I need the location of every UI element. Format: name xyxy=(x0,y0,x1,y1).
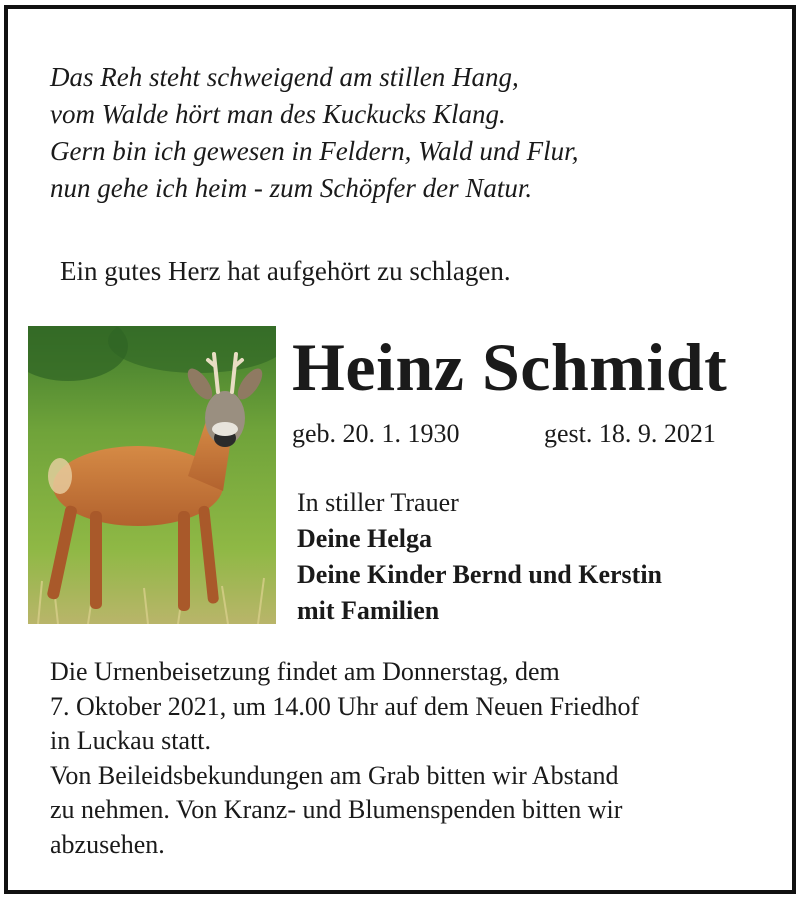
roe-deer-photo xyxy=(28,326,276,624)
mourner-families: mit Familien xyxy=(297,596,440,625)
funeral-notice xyxy=(50,655,639,862)
mourners xyxy=(297,485,662,629)
poem xyxy=(50,59,578,207)
mourner-children: Deine Kinder Bernd und Kerstin xyxy=(297,560,663,589)
mourner-spouse: Deine Helga xyxy=(297,524,433,553)
intro-text: Ein gutes Herz hat aufgehört zu schlagen. xyxy=(60,256,511,286)
deceased-name: Heinz Schmidt xyxy=(292,329,728,405)
notice-line: zu nehmen. Von Kranz- und Blumenspenden bitten wir xyxy=(50,795,623,824)
poem-line: Gern bin ich gewesen in Feldern, Wald und Flur, xyxy=(50,136,579,166)
notice-line: abzusehen. xyxy=(50,829,165,859)
notice-line: Die Urnenbeisetzung findet am Donnerstag, dem xyxy=(50,657,560,686)
mourning-line: In stiller Trauer xyxy=(297,488,459,517)
obituary-frame xyxy=(4,5,796,894)
poem-line: nun gehe ich heim - zum Schöpfer der Natur. xyxy=(50,173,533,203)
poem-line: vom Walde hört man des Kuckucks Klang. xyxy=(50,99,506,129)
life-dates xyxy=(292,417,716,451)
birth-date: geb. 20. 1. 1930 xyxy=(292,419,460,448)
notice-line: Von Beileidsbekundungen am Grab bitten wir Abstand xyxy=(50,760,619,790)
death-date: gest. 18. 9. 2021 xyxy=(544,419,716,448)
notice-line: in Luckau statt. xyxy=(50,726,212,755)
notice-line: 7. Oktober 2021, um 14.00 Uhr auf dem Neuen Friedhof xyxy=(50,691,640,721)
poem-line: Das Reh steht schweigend am stillen Hang, xyxy=(50,62,519,92)
